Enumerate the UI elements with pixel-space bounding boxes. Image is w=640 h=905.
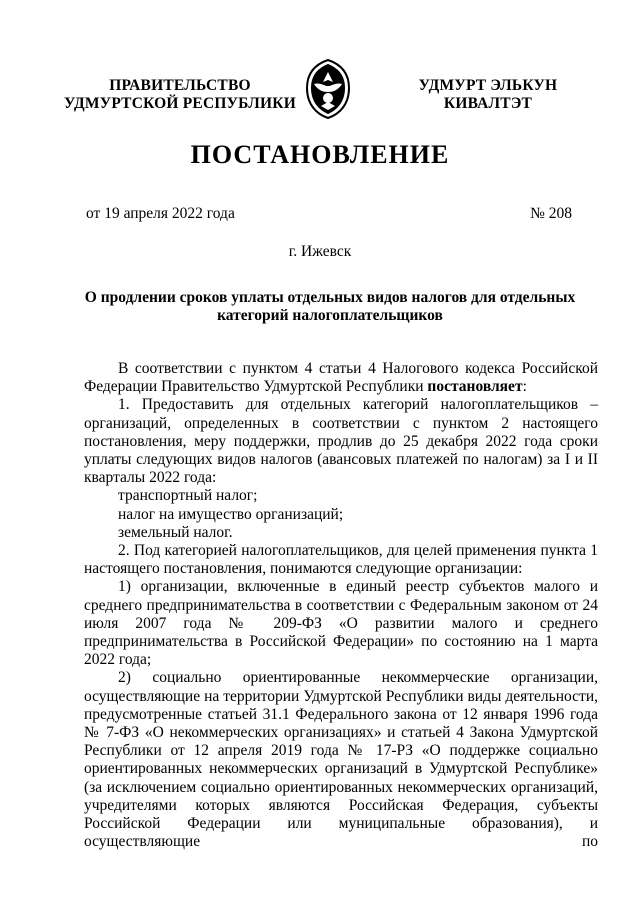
document-date: от 19 апреля 2022 года — [86, 205, 235, 222]
title-line-1: О продлении сроков уплаты отдельных видов налогов для отдельных — [84, 289, 576, 306]
preamble-colon: : — [522, 378, 527, 396]
paragraph-tax-property: налог на имущество организаций; — [118, 505, 344, 523]
issuer-name-russian — [60, 77, 300, 113]
document-number: № 208 — [530, 205, 572, 222]
document-body — [84, 360, 598, 851]
issuer-line-1: ПРАВИТЕЛЬСТВО — [109, 77, 251, 94]
paragraph-tax-transport: транспортный налог; — [118, 487, 258, 505]
document-type: ПОСТАНОВЛЕНИЕ — [190, 140, 450, 169]
coat-of-arms-icon — [304, 58, 352, 120]
issuer-line-2: УДМУРТСКОЙ РЕСПУБЛИКИ — [64, 95, 296, 112]
document-city: г. Ижевск — [288, 243, 352, 260]
preamble-decree-word: постановляет — [427, 378, 523, 396]
paragraph-subitem-2: 2) социально ориентированные некоммерческие организации, осуществляющие на территории Удмуртской Республики виды деятельности, предусмотренные статьей 31.1 Федерального закона от 12 января 1996 года № 7-ФЗ «О некоммерческих организациях» и статьей 4 Закона Удмуртской Республики от 12 апреля 2019 года № 17-РЗ «О поддержке социально ориентированных некоммерческих организаций в Удмуртской Республике» (за исключением социально ориентированных некоммерческих организаций, учредителями которых являются Российская Федерация, субъекты Российской Федерации или муниципальные образования), и осуществляющие по — [84, 669, 598, 851]
paragraph-subitem-1: 1) организации, включенные в единый реестр субъектов малого и среднего предпринимательства в соответствии с Федеральным законом от 24 июля 2007 года № 209-ФЗ «О развитии малого и среднего предпринимательства в Российской Федерации» по состоянию на 1 марта 2022 года; — [84, 578, 598, 669]
issuer-udm-line-1: УДМУРТ ЭЛЬКУН — [418, 77, 558, 94]
title-line-2: категорий налогоплательщиков — [217, 307, 443, 324]
paragraph-item-2: 2. Под категорией налогоплательщиков, для целей применения пункта 1 настоящего постановления, понимаются следующие организации: — [84, 542, 598, 578]
paragraph-tax-land: земельный налог. — [118, 523, 233, 541]
paragraph-preamble — [84, 360, 598, 396]
preamble-text: В соответствии с пунктом 4 статьи 4 Налогового кодекса Российской Федерации Правительство Удмуртской Республики — [84, 360, 598, 396]
issuer-name-udmurt — [398, 77, 578, 113]
issuer-udm-line-2: КИВАЛТЭТ — [443, 95, 533, 112]
paragraph-item-1: 1. Предоставить для отдельных категорий налогоплательщиков – организаций, определенных в соответствии с пунктом 2 настоящего постановления, меру поддержки, продлив до 25 декабря 2022 года сроки уплаты следующих видов налогов (авансовых платежей по налогам) за I и II кварталы 2022 года: — [84, 396, 598, 487]
document-title — [80, 289, 580, 325]
